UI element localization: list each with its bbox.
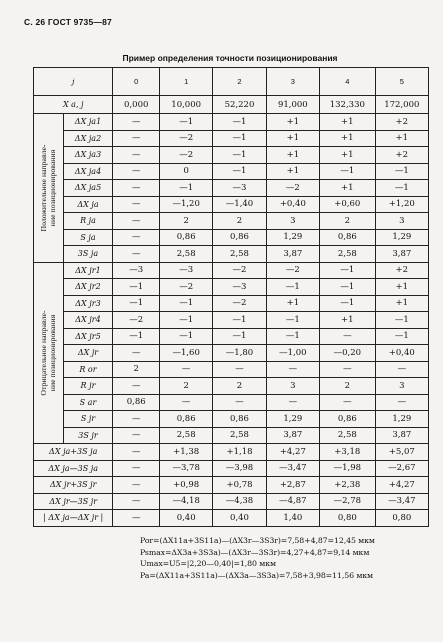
row-symbol-cell: R or — [63, 361, 113, 378]
row-value-cell: 1,29 — [375, 229, 428, 246]
page-header: С. 26 ГОСТ 9735—87 — [24, 17, 112, 27]
row-value-cell: —2 — [213, 295, 266, 312]
header-column-cell: 2 — [213, 68, 266, 96]
row-value-cell: — — [113, 378, 160, 395]
combined-value-cell: 0,80 — [320, 510, 376, 527]
table-row — [34, 378, 429, 395]
row-value-cell: — — [213, 394, 266, 411]
row-value-cell: +1 — [320, 147, 376, 164]
row-value-cell: —1 — [320, 163, 376, 180]
row-value-cell: —1,00 — [266, 345, 319, 362]
row-value-cell: —1 — [375, 180, 428, 197]
table-row — [34, 279, 429, 296]
x-value-cell: 0,000 — [113, 96, 160, 114]
row-symbol-cell: 3S jr — [63, 427, 113, 444]
row-symbol-cell: ΔX ja5 — [63, 180, 113, 197]
row-value-cell: +1 — [266, 130, 319, 147]
table-row — [34, 196, 429, 213]
row-value-cell: — — [113, 114, 160, 131]
header-column-cell: 5 — [375, 68, 428, 96]
row-value-cell: — — [113, 147, 160, 164]
combined-row — [34, 477, 429, 494]
row-value-cell: 1,29 — [266, 411, 319, 428]
table-row — [34, 312, 429, 329]
row-value-cell: —3 — [213, 180, 266, 197]
combined-value-cell: 0,40 — [213, 510, 266, 527]
x-value-cell: 10,000 — [159, 96, 212, 114]
row-symbol-cell: R ja — [63, 213, 113, 230]
header-column-cell: 4 — [320, 68, 376, 96]
positioning-accuracy-table — [33, 67, 429, 527]
row-value-cell: 3 — [375, 213, 428, 230]
combined-value-cell: —1,98 — [320, 460, 376, 477]
row-value-cell: —3 — [113, 262, 160, 279]
table-row — [34, 394, 429, 411]
row-value-cell: — — [375, 361, 428, 378]
combined-row — [34, 460, 429, 477]
table-row — [34, 147, 429, 164]
row-value-cell: 2 — [320, 378, 376, 395]
combined-value-cell: —4,18 — [159, 493, 212, 510]
group-label — [39, 310, 57, 395]
row-value-cell: —1 — [213, 114, 266, 131]
row-value-cell: +1 — [375, 295, 428, 312]
x-value-cell: 52,220 — [213, 96, 266, 114]
row-value-cell: 1,29 — [266, 229, 319, 246]
combined-value-cell: +1,18 — [213, 444, 266, 461]
row-value-cell: — — [113, 246, 160, 263]
combined-value-cell: —3,78 — [159, 460, 212, 477]
row-value-cell: 3 — [375, 378, 428, 395]
table-row — [34, 262, 429, 279]
header-label-cell: j — [34, 68, 113, 96]
row-value-cell: —2 — [266, 180, 319, 197]
table-title: Пример определения точности позиционирования — [122, 53, 338, 63]
row-value-cell: 2 — [213, 213, 266, 230]
row-value-cell: —1 — [213, 163, 266, 180]
row-value-cell: —1 — [159, 295, 212, 312]
row-value-cell: 0,86 — [159, 411, 212, 428]
combined-value-cell: —3,47 — [375, 493, 428, 510]
row-value-cell: — — [159, 361, 212, 378]
group-label-cell — [34, 262, 64, 444]
row-value-cell: —1 — [159, 312, 212, 329]
combined-value-cell: — — [113, 493, 160, 510]
row-value-cell: +0,60 — [320, 196, 376, 213]
formula-line: Pa=(ΔX11a+3S11a)—(ΔX3a—3S3a)=7,58+3,98=11,56 мкм — [140, 570, 374, 580]
combined-label-cell: | ΔX ja—ΔX jr | — [34, 510, 113, 527]
formula-line: Psmax=ΔX3a+3S3a)—(ΔX3r—3S3r)=4,27+4,87=9,14 мкм — [140, 547, 370, 557]
combined-row — [34, 493, 429, 510]
row-value-cell: 3,87 — [375, 427, 428, 444]
header-column-cell: 1 — [159, 68, 212, 96]
formulas-block — [140, 535, 375, 581]
combined-value-cell: +2,38 — [320, 477, 376, 494]
table-row — [34, 295, 429, 312]
row-value-cell: 2,58 — [213, 246, 266, 263]
row-value-cell: +1,20 — [375, 196, 428, 213]
table-row — [34, 328, 429, 345]
row-value-cell: 0,86 — [213, 411, 266, 428]
row-value-cell: —1 — [159, 328, 212, 345]
combined-value-cell: —2,67 — [375, 460, 428, 477]
combined-row — [34, 444, 429, 461]
group-label-line: Отрицательное направле- — [39, 310, 49, 396]
row-value-cell: —1 — [159, 114, 212, 131]
row-value-cell: 0,86 — [113, 394, 160, 411]
x-value-cell: 172,000 — [375, 96, 428, 114]
row-value-cell: 2 — [159, 378, 212, 395]
row-value-cell: — — [320, 361, 376, 378]
row-value-cell: +1 — [375, 130, 428, 147]
row-value-cell: 3 — [266, 213, 319, 230]
row-value-cell: — — [320, 394, 376, 411]
row-value-cell: —1 — [113, 279, 160, 296]
row-symbol-cell: ΔX jr1 — [63, 262, 113, 279]
row-value-cell: +2 — [375, 262, 428, 279]
combined-value-cell: +2,87 — [266, 477, 319, 494]
row-value-cell: —2 — [213, 262, 266, 279]
row-value-cell: +1 — [320, 130, 376, 147]
combined-value-cell: 0,80 — [375, 510, 428, 527]
row-value-cell: 2,58 — [159, 427, 212, 444]
table-row — [34, 114, 429, 131]
row-value-cell: —1 — [320, 295, 376, 312]
table-row — [34, 411, 429, 428]
row-value-cell: —1 — [375, 163, 428, 180]
row-symbol-cell: ΔX jr3 — [63, 295, 113, 312]
row-value-cell: —1 — [320, 262, 376, 279]
formula-line: Por=(ΔX11a+3S11a)—(ΔX3r—3S3r)=7,58+4,87=12,45 мкм — [140, 536, 375, 545]
row-value-cell: —2 — [159, 279, 212, 296]
row-value-cell: 2 — [159, 213, 212, 230]
row-value-cell: —1 — [213, 130, 266, 147]
row-value-cell: — — [113, 229, 160, 246]
row-value-cell: 3,87 — [266, 246, 319, 263]
row-value-cell: +1 — [266, 295, 319, 312]
row-value-cell: — — [113, 130, 160, 147]
row-value-cell: —1 — [213, 312, 266, 329]
row-value-cell: +1 — [375, 279, 428, 296]
header-column-cell: 0 — [113, 68, 160, 96]
row-value-cell: —1,60 — [159, 345, 212, 362]
combined-value-cell: — — [113, 460, 160, 477]
combined-value-cell: — — [113, 477, 160, 494]
combined-value-cell: — — [113, 444, 160, 461]
combined-value-cell: —3,47 — [266, 460, 319, 477]
header-row — [34, 68, 429, 96]
combined-value-cell: +4,27 — [375, 477, 428, 494]
row-value-cell: —1 — [213, 147, 266, 164]
row-symbol-cell: S ja — [63, 229, 113, 246]
row-value-cell: 2,58 — [213, 427, 266, 444]
group-label-line: ние позиционирования — [48, 314, 58, 391]
combined-value-cell: — — [113, 510, 160, 527]
row-value-cell: — — [113, 345, 160, 362]
row-value-cell: +1 — [266, 163, 319, 180]
header-column-cell: 3 — [266, 68, 319, 96]
combined-label-cell: ΔX jr—3S jr — [34, 493, 113, 510]
row-value-cell: —1 — [266, 312, 319, 329]
row-value-cell: —2 — [159, 147, 212, 164]
row-value-cell: +2 — [375, 114, 428, 131]
row-value-cell: 3 — [266, 378, 319, 395]
row-value-cell: —1 — [266, 328, 319, 345]
combined-value-cell: 1,40 — [266, 510, 319, 527]
row-value-cell: — — [213, 361, 266, 378]
table-row — [34, 213, 429, 230]
row-value-cell: — — [320, 328, 376, 345]
row-value-cell: 0,86 — [159, 229, 212, 246]
table-row — [34, 361, 429, 378]
group-label-line: ние позиционирования — [48, 149, 58, 226]
row-symbol-cell: ΔX jr — [63, 345, 113, 362]
row-value-cell: —2 — [159, 130, 212, 147]
table-row — [34, 130, 429, 147]
combined-label-cell: ΔX ja+3S ja — [34, 444, 113, 461]
row-value-cell: 2 — [213, 378, 266, 395]
row-value-cell: — — [113, 196, 160, 213]
row-value-cell: —1 — [375, 312, 428, 329]
combined-value-cell: —2,78 — [320, 493, 376, 510]
row-symbol-cell: 3S ja — [63, 246, 113, 263]
row-value-cell: —2 — [266, 262, 319, 279]
row-value-cell: 1,29 — [375, 411, 428, 428]
row-value-cell: — — [113, 213, 160, 230]
row-symbol-cell: ΔX ja1 — [63, 114, 113, 131]
row-value-cell: 2 — [113, 361, 160, 378]
row-value-cell: — — [266, 361, 319, 378]
row-symbol-cell: ΔX ja2 — [63, 130, 113, 147]
row-value-cell: —1,40 — [213, 196, 266, 213]
row-value-cell: +1 — [266, 147, 319, 164]
row-value-cell: — — [113, 180, 160, 197]
row-value-cell: —1 — [159, 180, 212, 197]
row-symbol-cell: ΔX ja3 — [63, 147, 113, 164]
row-value-cell: — — [113, 411, 160, 428]
row-value-cell: —3 — [213, 279, 266, 296]
group-label-line: Положительное направле- — [39, 144, 49, 232]
row-value-cell: —1 — [113, 328, 160, 345]
row-symbol-cell: R jr — [63, 378, 113, 395]
row-symbol-cell: ΔX jr4 — [63, 312, 113, 329]
group-label — [39, 144, 57, 231]
row-value-cell: 0,86 — [320, 229, 376, 246]
row-value-cell: +1 — [320, 312, 376, 329]
combined-row — [34, 510, 429, 527]
row-value-cell: —1 — [320, 279, 376, 296]
row-value-cell: 2,58 — [320, 246, 376, 263]
formula-line: Umax=U5=|2,20—0,40|=1,80 мкм — [140, 559, 276, 568]
combined-value-cell: —4,38 — [213, 493, 266, 510]
row-value-cell: 2,58 — [320, 427, 376, 444]
row-symbol-cell: ΔX ja — [63, 196, 113, 213]
row-value-cell: —1,80 — [213, 345, 266, 362]
combined-value-cell: +1,38 — [159, 444, 212, 461]
row-symbol-cell: ΔX ja4 — [63, 163, 113, 180]
row-value-cell: —1 — [375, 328, 428, 345]
combined-label-cell: ΔX ja—3S ja — [34, 460, 113, 477]
row-value-cell: — — [113, 163, 160, 180]
x-value-cell: 132,330 — [320, 96, 376, 114]
row-value-cell: 0,86 — [320, 411, 376, 428]
row-value-cell: — — [113, 427, 160, 444]
table-row — [34, 246, 429, 263]
row-value-cell: +0,40 — [375, 345, 428, 362]
row-symbol-cell: S ar — [63, 394, 113, 411]
row-value-cell: 0,86 — [213, 229, 266, 246]
combined-label-cell: ΔX jr+3S jr — [34, 477, 113, 494]
row-value-cell: —1 — [266, 279, 319, 296]
combined-value-cell: 0,40 — [159, 510, 212, 527]
row-value-cell: —1 — [113, 295, 160, 312]
row-value-cell: 2 — [320, 213, 376, 230]
row-value-cell: +0,40 — [266, 196, 319, 213]
row-value-cell: 0 — [159, 163, 212, 180]
table-row — [34, 163, 429, 180]
row-value-cell: — — [375, 394, 428, 411]
row-value-cell: +1 — [320, 180, 376, 197]
row-symbol-cell: S jr — [63, 411, 113, 428]
group-label-cell — [34, 114, 64, 263]
row-symbol-cell: ΔX jr2 — [63, 279, 113, 296]
row-value-cell: — — [266, 394, 319, 411]
combined-value-cell: +0,78 — [213, 477, 266, 494]
combined-value-cell: +5,07 — [375, 444, 428, 461]
row-value-cell: —2 — [113, 312, 160, 329]
row-value-cell: +1 — [266, 114, 319, 131]
row-value-cell: —0,20 — [320, 345, 376, 362]
row-value-cell: —1 — [213, 328, 266, 345]
combined-value-cell: —4,87 — [266, 493, 319, 510]
row-symbol-cell: ΔX jr5 — [63, 328, 113, 345]
row-value-cell: 2,58 — [159, 246, 212, 263]
x-value-cell: 91,000 — [266, 96, 319, 114]
row-value-cell: +2 — [375, 147, 428, 164]
row-value-cell: +1 — [320, 114, 376, 131]
row-value-cell: 3,87 — [375, 246, 428, 263]
row-value-cell: — — [159, 394, 212, 411]
combined-value-cell: +0,98 — [159, 477, 212, 494]
combined-value-cell: +3,18 — [320, 444, 376, 461]
table-row — [34, 345, 429, 362]
row-value-cell: 3,87 — [266, 427, 319, 444]
table-row — [34, 180, 429, 197]
table-row — [34, 427, 429, 444]
row-value-cell: —1,20 — [159, 196, 212, 213]
x-row — [34, 96, 429, 114]
x-symbol-cell: X a, j — [34, 96, 113, 114]
combined-value-cell: +4,27 — [266, 444, 319, 461]
row-value-cell: —3 — [159, 262, 212, 279]
table-row — [34, 229, 429, 246]
combined-value-cell: —3,98 — [213, 460, 266, 477]
